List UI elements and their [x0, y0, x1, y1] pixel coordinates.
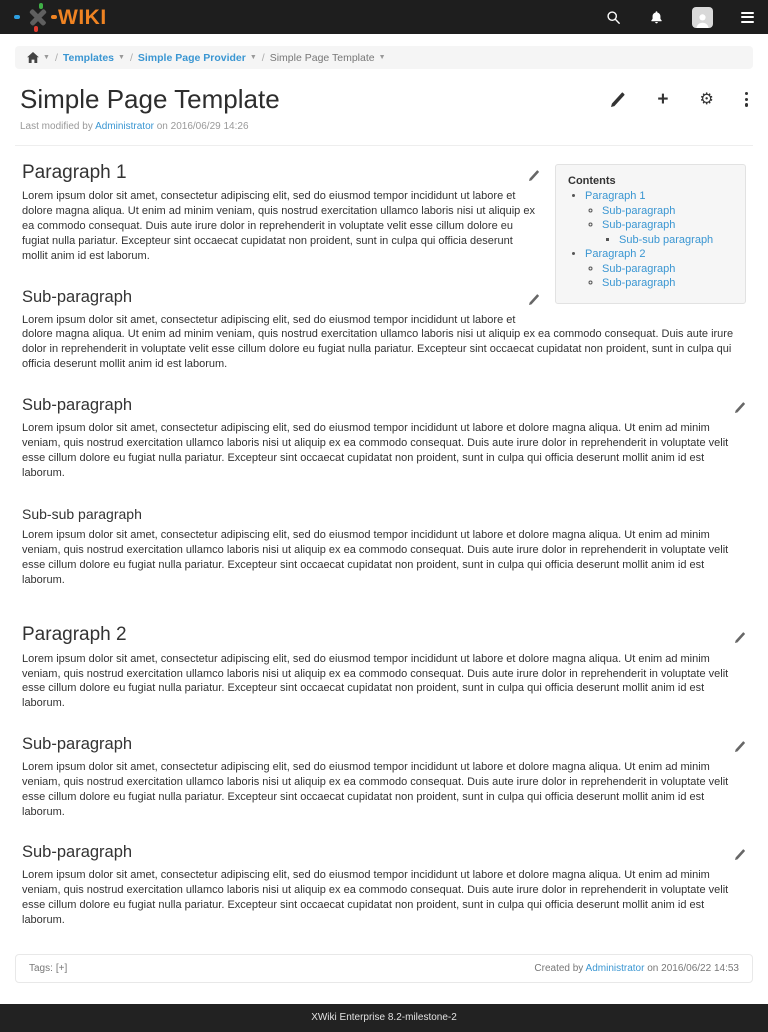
logo-green-dot	[39, 3, 43, 9]
page-actions	[611, 90, 748, 109]
toc-item	[602, 219, 733, 246]
chevron-down-icon[interactable]: ▼	[249, 54, 257, 61]
chevron-down-icon[interactable]: ▼	[378, 54, 386, 61]
edit-section-icon[interactable]	[529, 165, 540, 187]
page-title: Simple Page Template	[20, 84, 280, 114]
top-navigation-bar	[0, 0, 768, 34]
section-heading: Sub-paragraph	[22, 396, 133, 414]
breadcrumb: ▼ / Templates ▼ / Simple Page Provider ▼ / Simple Page Template ▼	[15, 46, 753, 69]
toc-item	[602, 263, 733, 275]
toc-item	[619, 234, 733, 246]
logo-red-dot	[34, 26, 38, 32]
breadcrumb-current-page: Simple Page Template	[269, 51, 375, 64]
content-section	[22, 735, 746, 819]
edit-page-button[interactable]	[611, 92, 626, 107]
drawer-menu-icon[interactable]	[741, 12, 754, 23]
section-heading: Sub-paragraph	[22, 843, 133, 862]
section-heading: Sub-paragraph	[22, 735, 133, 754]
search-icon[interactable]	[606, 10, 621, 25]
chevron-down-icon[interactable]: ▼	[43, 54, 50, 61]
table-of-contents-panel	[555, 164, 746, 304]
toc-link[interactable]: Paragraph 2	[585, 247, 646, 260]
toc-link[interactable]: Sub-sub paragraph	[619, 233, 714, 246]
add-tag-button[interactable]: [+]	[55, 962, 68, 974]
toc-link[interactable]: Sub-paragraph	[602, 276, 676, 289]
create-page-button[interactable]: +	[657, 88, 669, 110]
xwiki-logo[interactable]	[14, 5, 107, 29]
section-paragraph: Lorem ipsum dolor sit amet, consectetur adipiscing elit, sed do eiusmod tempor incididunt ut labore et dolore magna aliqua. Ut enim ad minim veniam, quis nostrud exercitation ullamco laboris nisi ut aliquip ex ea commodo consequat. Duis aute irure dolor in reprehenderit in voluptate velit esse cillum dolore eu fugiat nulla pariatur. Excepteur sint occaecat cupidatat non proident, sunt in culpa qui officia deserunt mollit anim id est laborum.	[22, 761, 729, 818]
toc-link[interactable]: Sub-paragraph	[602, 204, 676, 217]
last-modified-line: Last modified by Administrator on 2016/06/29 14:26	[20, 120, 249, 132]
section-heading: Paragraph 1	[22, 161, 127, 183]
created-by-user-link[interactable]: Administrator	[585, 962, 645, 974]
section-paragraph: Lorem ipsum dolor sit amet, consectetur adipiscing elit, sed do eiusmod tempor incididunt ut labore et dolore magna aliqua. Ut enim ad minim veniam, quis nostrud exercitation ullamco laboris nisi ut aliquip ex ea commodo consequat. Duis aute irure dolor in reprehenderit in voluptate velit esse cillum dolore eu fugiat nulla pariatur. Excepteur sint occaecat cupidatat non proident, sunt in culpa qui officia deserunt mollit anim id est laborum.	[22, 190, 535, 262]
edit-section-icon[interactable]	[735, 738, 746, 757]
tags-label: Tags:	[29, 962, 53, 974]
title-divider	[15, 145, 753, 146]
section-paragraph: Lorem ipsum dolor sit amet, consectetur adipiscing elit, sed do eiusmod tempor incididunt ut labore et dolore magna aliqua. Ut enim ad minim veniam, quis nostrud exercitation ullamco laboris nisi ut aliquip ex ea commodo consequat. Duis aute irure dolor in reprehenderit in voluptate velit esse cillum dolore eu fugiat nulla pariatur. Excepteur sint occaecat cupidatat non proident, sunt in culpa qui officia deserunt mollit anim id est laborum.	[22, 313, 734, 371]
version-bar	[0, 1004, 768, 1032]
document-content	[0, 162, 768, 928]
content-section	[22, 506, 746, 587]
content-section	[22, 843, 746, 927]
section-paragraph: Lorem ipsum dolor sit amet, consectetur adipiscing elit, sed do eiusmod tempor incididunt ut labore et dolore magna aliqua. Ut enim ad minim veniam, quis nostrud exercitation ullamco laboris nisi ut aliquip ex ea commodo consequat. Duis aute irure dolor in reprehenderit in voluptate velit esse cillum dolore eu fugiat nulla pariatur. Excepteur sint occaecat cupidatat non proident, sunt in culpa qui officia deserunt mollit anim id est laborum.	[22, 652, 729, 710]
edit-section-icon[interactable]	[735, 399, 746, 418]
toc-item	[602, 277, 733, 289]
user-avatar[interactable]	[692, 7, 713, 28]
section-paragraph: Lorem ipsum dolor sit amet, consectetur adipiscing elit, sed do eiusmod tempor incididunt ut labore et dolore magna aliqua. Ut enim ad minim veniam, quis nostrud exercitation ullamco laboris nisi ut aliquip ex ea commodo consequat. Duis aute irure dolor in reprehenderit in voluptate velit esse cillum dolore eu fugiat nulla pariatur. Excepteur sint occaecat cupidatat non proident, sunt in culpa qui officia deserunt mollit anim id est laborum.	[22, 421, 729, 479]
section-heading: Paragraph 2	[22, 623, 127, 645]
edit-section-icon[interactable]	[529, 291, 540, 310]
toc-link[interactable]: Sub-paragraph	[602, 262, 676, 275]
logo-text: WIKI	[58, 5, 107, 29]
content-section	[22, 624, 746, 711]
page-admin-gear-button[interactable]: ⚙	[699, 89, 714, 109]
toc-link[interactable]: Sub-paragraph	[602, 218, 676, 231]
modified-by-user-link[interactable]: Administrator	[95, 120, 154, 132]
content-section	[22, 396, 746, 480]
section-paragraph: Lorem ipsum dolor sit amet, consectetur adipiscing elit, sed do eiusmod tempor incididunt ut labore et dolore magna aliqua. Ut enim ad minim veniam, quis nostrud exercitation ullamco laboris nisi ut aliquip ex ea commodo consequat. Duis aute irure dolor in reprehenderit in voluptate velit esse cillum dolore eu fugiat nulla pariatur. Excepteur sint occaecat cupidatat non proident, sunt in culpa qui officia deserunt mollit anim id est laborum.	[22, 529, 729, 586]
more-actions-button[interactable]	[745, 92, 748, 107]
toc-item	[602, 205, 733, 217]
toc-link[interactable]: Paragraph 1	[585, 189, 646, 202]
edit-section-icon[interactable]	[735, 846, 746, 865]
breadcrumb-item-simple-page-provider[interactable]: Simple Page Provider	[137, 51, 246, 64]
toc-item	[585, 190, 733, 246]
breadcrumb-home-icon[interactable]	[27, 52, 39, 63]
chevron-down-icon[interactable]: ▼	[118, 54, 125, 61]
breadcrumb-item-templates[interactable]: Templates	[62, 51, 115, 64]
logo-orange-dash	[51, 15, 57, 19]
logo-x-mark	[26, 5, 50, 29]
section-paragraph: Lorem ipsum dolor sit amet, consectetur adipiscing elit, sed do eiusmod tempor incididunt ut labore et dolore magna aliqua. Ut enim ad minim veniam, quis nostrud exercitation ullamco laboris nisi ut aliquip ex ea commodo consequat. Duis aute irure dolor in reprehenderit in voluptate velit esse cillum dolore eu fugiat nulla pariatur. Excepteur sint occaecat cupidatat non proident, sunt in culpa qui officia deserunt mollit anim id est laborum.	[22, 869, 729, 926]
version-text: XWiki Enterprise 8.2-milestone-2	[311, 1011, 457, 1023]
section-heading: Sub-sub paragraph	[22, 506, 142, 523]
toc-title: Contents	[568, 174, 616, 187]
created-line: Created by Administrator on 2016/06/22 14:53	[534, 962, 739, 974]
logo-blue-dash	[14, 15, 20, 19]
toc-item	[585, 248, 733, 289]
edit-section-icon[interactable]	[735, 627, 746, 649]
section-heading: Sub-paragraph	[22, 287, 133, 306]
notifications-bell-icon[interactable]	[649, 10, 664, 25]
document-footer-panel	[15, 954, 753, 983]
